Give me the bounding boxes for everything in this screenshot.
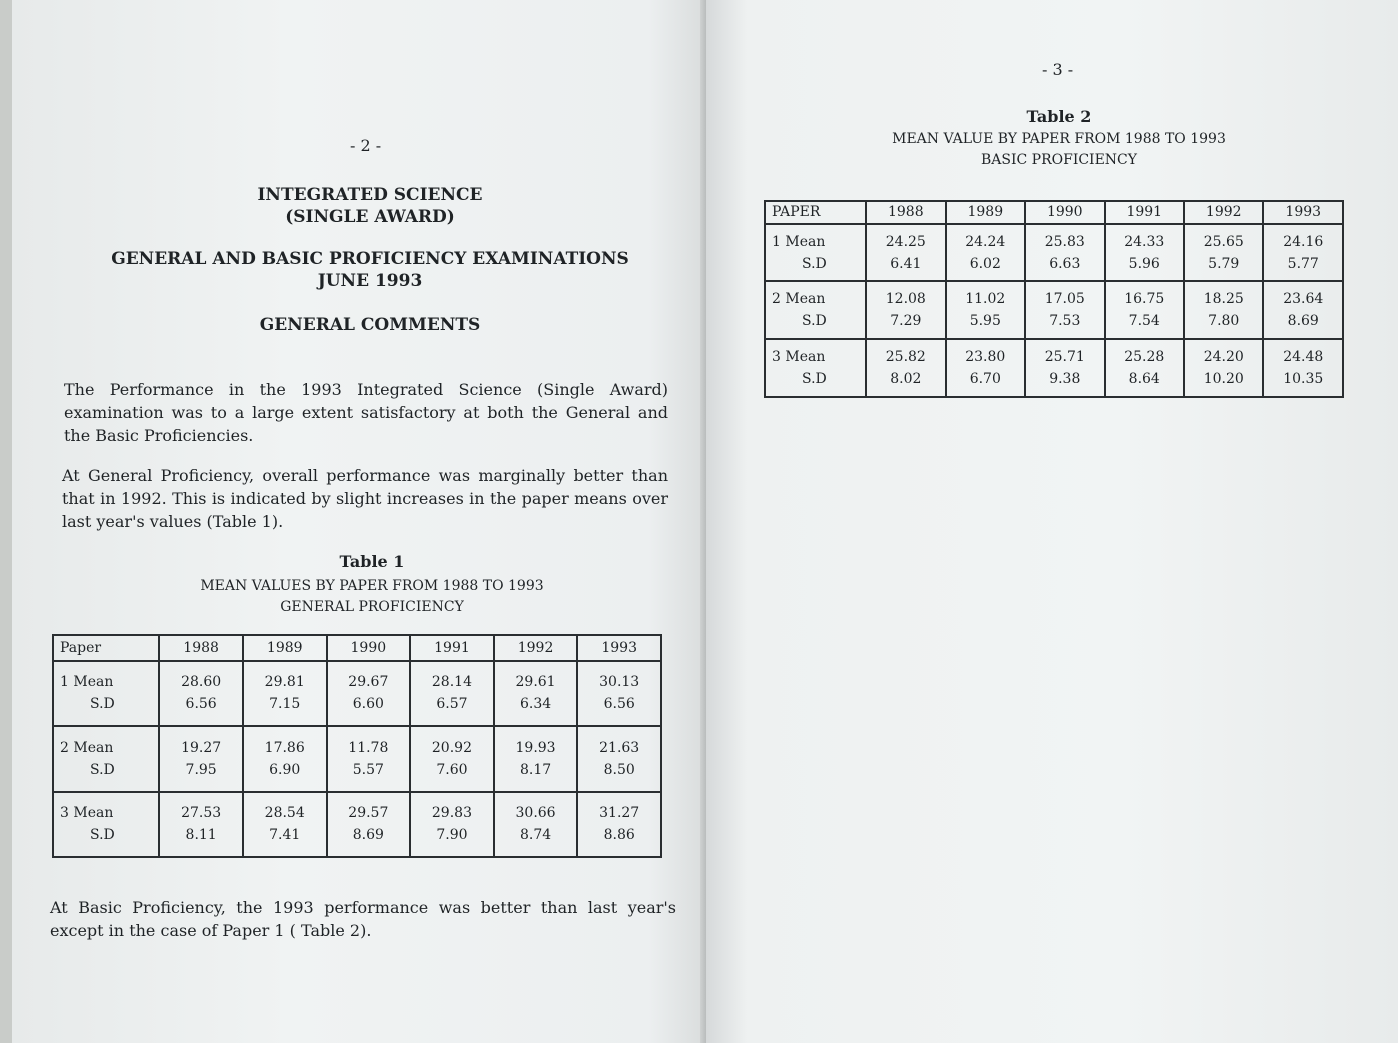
mean-value: 27.53 (181, 805, 222, 822)
data-cell (1025, 339, 1104, 397)
column-header-year: 1989 (243, 635, 327, 661)
column-header-year: 1989 (946, 201, 1025, 224)
mean-value: 23.64 (1283, 291, 1324, 308)
row-label-sd: S.D (90, 696, 115, 713)
mean-value: 17.05 (1044, 291, 1085, 308)
data-cell (1105, 224, 1184, 282)
column-header-paper: Paper (53, 635, 159, 661)
row-label-sd: S.D (802, 255, 827, 272)
sd-value: 8.02 (890, 371, 922, 388)
sd-value: 10.35 (1283, 371, 1324, 388)
mean-value: 25.28 (1124, 349, 1165, 366)
table-row (53, 661, 661, 726)
sd-value: 8.64 (1128, 371, 1160, 388)
sd-value: 7.80 (1208, 313, 1240, 330)
row-label-sd: S.D (802, 313, 827, 330)
column-header-year: 1991 (410, 635, 494, 661)
subtitle-line: JUNE 1993 (317, 271, 423, 291)
table-row (765, 281, 1343, 339)
table-caption (806, 129, 1312, 171)
row-label-mean: 3 Mean (60, 805, 114, 822)
sd-value: 6.57 (436, 696, 468, 713)
mean-value: 23.80 (965, 349, 1006, 366)
column-header-year: 1988 (866, 201, 945, 224)
sd-value: 6.34 (519, 696, 552, 713)
row-label (53, 726, 159, 791)
caption-line: BASIC PROFICIENCY (980, 152, 1138, 168)
left-page (12, 0, 704, 1043)
sd-value: 8.50 (603, 761, 635, 778)
column-header-year: 1991 (1105, 201, 1184, 224)
section-heading: GENERAL COMMENTS (259, 315, 481, 335)
table-row (53, 792, 661, 857)
sd-value: 7.60 (436, 761, 468, 778)
sd-value: 5.96 (1128, 255, 1160, 272)
paragraph: At General Proficiency, overall performance was marginally better than that in 1992. This is indicated by slight increases in the paper means over last year's values (Table 1). (62, 466, 668, 531)
row-label-sd: S.D (802, 371, 827, 388)
mean-value: 11.78 (348, 739, 389, 756)
data-cell (159, 792, 243, 857)
table-row (765, 224, 1343, 282)
sd-value: 6.60 (352, 696, 384, 713)
column-header-year: 1988 (159, 635, 243, 661)
sd-value: 7.90 (436, 827, 468, 844)
mean-value: 29.83 (431, 805, 472, 822)
mean-value: 29.67 (348, 674, 389, 691)
row-label-mean: 2 Mean (772, 291, 826, 308)
document-title (212, 184, 528, 228)
data-cell (1184, 339, 1263, 397)
sd-value: 10.20 (1203, 371, 1244, 388)
sd-value: 7.41 (269, 827, 301, 844)
sd-value: 6.56 (185, 696, 217, 713)
page-number: - 2 - (350, 136, 382, 155)
mean-value: 17.86 (264, 739, 305, 756)
row-label (765, 224, 866, 282)
sd-value: 5.79 (1208, 255, 1240, 272)
sd-value: 8.69 (1287, 313, 1319, 330)
sd-value: 8.74 (519, 827, 552, 844)
row-label-mean: 1 Mean (60, 674, 114, 691)
mean-value: 18.25 (1203, 291, 1244, 308)
mean-value: 30.13 (599, 674, 640, 691)
row-label (53, 792, 159, 857)
mean-value: 25.71 (1044, 349, 1085, 366)
data-cell (1105, 281, 1184, 339)
sd-value: 6.63 (1049, 255, 1081, 272)
sd-value: 8.69 (352, 827, 384, 844)
column-header-paper: PAPER (765, 201, 866, 224)
mean-value: 25.82 (885, 349, 926, 366)
mean-value: 28.14 (431, 674, 472, 691)
data-cell (1105, 339, 1184, 397)
data-cell (327, 726, 411, 791)
mean-value: 25.65 (1203, 233, 1244, 250)
caption-line: MEAN VALUE BY PAPER FROM 1988 TO 1993 (892, 131, 1226, 147)
mean-value: 24.48 (1283, 349, 1324, 366)
mean-value: 28.60 (181, 674, 222, 691)
right-page (706, 0, 1398, 1043)
sd-value: 5.77 (1287, 255, 1319, 272)
row-label (765, 339, 866, 397)
table-header-row (765, 201, 1343, 224)
table-label: Table 1 (339, 552, 405, 571)
mean-value: 25.83 (1044, 233, 1085, 250)
mean-value: 19.93 (515, 739, 556, 756)
sd-value: 6.56 (603, 696, 635, 713)
sd-value: 7.29 (890, 313, 922, 330)
data-cell (577, 792, 661, 857)
data-cell (327, 792, 411, 857)
sd-value: 6.02 (969, 255, 1001, 272)
data-cell (1263, 224, 1343, 282)
table-caption (122, 576, 622, 618)
data-cell (946, 281, 1025, 339)
row-label-sd: S.D (90, 827, 115, 844)
data-cell (243, 661, 327, 726)
mean-value: 28.54 (264, 805, 305, 822)
sd-value: 8.17 (519, 761, 552, 778)
column-header-year: 1993 (1263, 201, 1343, 224)
column-header-year: 1990 (1025, 201, 1104, 224)
table-2 (764, 200, 1344, 398)
data-cell (866, 281, 945, 339)
document-subtitle (92, 248, 648, 292)
data-cell (1025, 224, 1104, 282)
caption-line: GENERAL PROFICIENCY (280, 599, 464, 615)
row-label-mean: 1 Mean (772, 233, 826, 250)
table-1 (52, 634, 662, 858)
mean-value: 21.63 (599, 739, 640, 756)
sd-value: 5.95 (969, 313, 1001, 330)
mean-value: 19.27 (181, 739, 222, 756)
page-number: - 3 - (1042, 60, 1074, 79)
mean-value: 24.16 (1283, 233, 1324, 250)
data-cell (1263, 281, 1343, 339)
data-cell (1263, 339, 1343, 397)
data-cell (577, 661, 661, 726)
data-cell (494, 726, 578, 791)
data-cell (494, 661, 578, 726)
sd-value: 6.41 (890, 255, 922, 272)
data-cell (410, 792, 494, 857)
data-cell (159, 726, 243, 791)
data-cell (494, 792, 578, 857)
sd-value: 6.90 (269, 761, 301, 778)
subtitle-line: GENERAL AND BASIC PROFICIENCY EXAMINATIONS (111, 249, 629, 269)
mean-value: 20.92 (431, 739, 472, 756)
sd-value: 7.53 (1049, 313, 1081, 330)
mean-value: 29.57 (348, 805, 389, 822)
mean-value: 24.20 (1203, 349, 1244, 366)
mean-value: 31.27 (599, 805, 640, 822)
data-cell (946, 224, 1025, 282)
column-header-year: 1992 (1184, 201, 1263, 224)
paragraph: At Basic Proficiency, the 1993 performance was better than last year's except in the case of Paper 1 ( Table 2). (50, 898, 676, 940)
data-cell (1184, 281, 1263, 339)
data-cell (159, 661, 243, 726)
sd-value: 9.38 (1049, 371, 1081, 388)
mean-value: 29.61 (515, 674, 556, 691)
data-cell (1025, 281, 1104, 339)
column-header-year: 1990 (327, 635, 411, 661)
data-cell (243, 792, 327, 857)
data-cell (866, 224, 945, 282)
data-cell (327, 661, 411, 726)
data-cell (243, 726, 327, 791)
data-cell (866, 339, 945, 397)
table-row (765, 339, 1343, 397)
row-label-mean: 2 Mean (60, 739, 114, 756)
table-row (53, 726, 661, 791)
mean-value: 12.08 (885, 291, 926, 308)
sd-value: 6.70 (969, 371, 1001, 388)
column-header-year: 1993 (577, 635, 661, 661)
sd-value: 8.86 (603, 827, 635, 844)
caption-line: MEAN VALUES BY PAPER FROM 1988 TO 1993 (200, 578, 544, 594)
row-label (53, 661, 159, 726)
sd-value: 7.15 (269, 696, 301, 713)
table-label: Table 2 (1026, 107, 1092, 126)
sd-value: 5.57 (352, 761, 384, 778)
title-line: INTEGRATED SCIENCE (257, 185, 483, 205)
data-cell (1184, 224, 1263, 282)
mean-value: 24.25 (885, 233, 926, 250)
row-label-mean: 3 Mean (772, 349, 826, 366)
mean-value: 11.02 (965, 291, 1006, 308)
data-cell (946, 339, 1025, 397)
sd-value: 7.54 (1128, 313, 1160, 330)
mean-value: 29.81 (264, 674, 305, 691)
mean-value: 16.75 (1124, 291, 1165, 308)
data-cell (410, 661, 494, 726)
sd-value: 7.95 (185, 761, 217, 778)
mean-value: 24.33 (1124, 233, 1165, 250)
row-label (765, 281, 866, 339)
sd-value: 8.11 (185, 827, 217, 844)
table-header-row (53, 635, 661, 661)
paragraph: The Performance in the 1993 Integrated Science (Single Award) examination was to a large extent satisfactory at both the General and the Basic Proficiencies. (64, 380, 668, 445)
mean-value: 30.66 (515, 805, 556, 822)
title-line: (SINGLE AWARD) (285, 207, 455, 227)
column-header-year: 1992 (494, 635, 578, 661)
data-cell (577, 726, 661, 791)
data-cell (410, 726, 494, 791)
row-label-sd: S.D (90, 761, 115, 778)
mean-value: 24.24 (965, 233, 1006, 250)
